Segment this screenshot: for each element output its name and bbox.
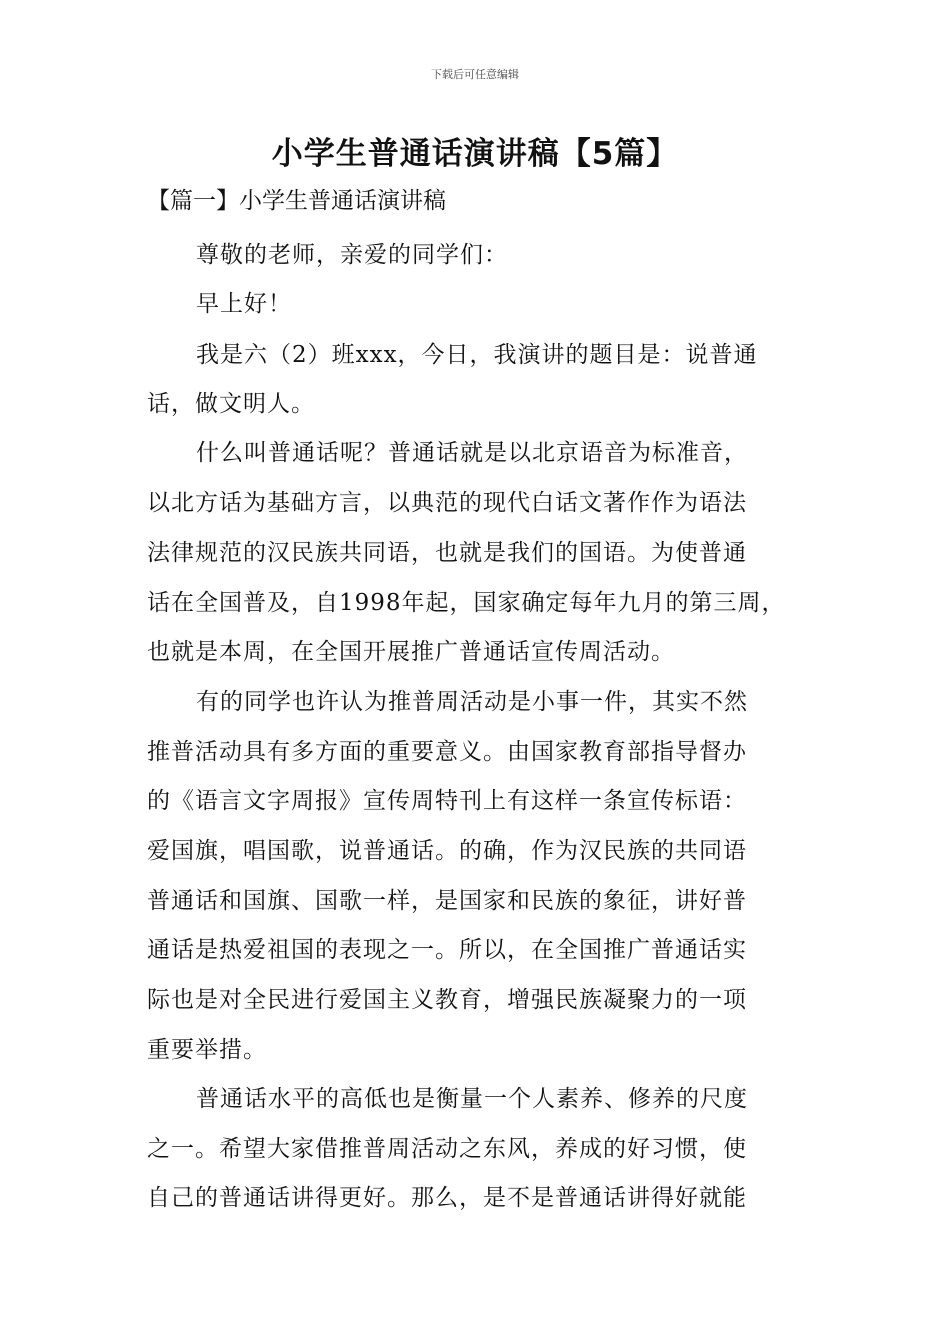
body-line: 以北方话为基础方言，以典范的现代白话文著作作为语法 (147, 490, 747, 516)
body-line: 爱国旗，唱国歌，说普通话。的确，作为汉民族的共同语 (147, 838, 747, 864)
body-line: 推普活动具有多方面的重要意义。由国家教育部指导督办 (147, 739, 747, 765)
body-line: 重要举措。 (147, 1037, 267, 1063)
body-line: 话在全国普及，自1998年起，国家确定每年九月的第三周， (147, 590, 786, 616)
body-line: 普通话水平的高低也是衡量一个人素养、修养的尺度 (196, 1086, 748, 1112)
body-line: 话，做文明人。 (147, 391, 315, 417)
body-line: 什么叫普通话呢？普通话就是以北京语音为标准音， (196, 440, 748, 466)
header-note: 下载后可任意编辑 (431, 68, 519, 81)
body-line: 自己的普通话讲得更好。那么，是不是普通话讲得好就能 (147, 1185, 747, 1211)
body-line: 通话是热爱祖国的表现之一。所以，在全国推广普通话实 (147, 937, 747, 963)
body-line: 尊敬的老师，亲爱的同学们： (196, 242, 508, 268)
body-line: 之一。希望大家借推普周活动之东风，养成的好习惯，使 (147, 1136, 747, 1162)
body-line: 际也是对全民进行爱国主义教育，增强民族凝聚力的一项 (147, 987, 747, 1013)
document-title: 小学生普通话演讲稿【5篇】 (271, 136, 679, 172)
body-line: 的《语言文字周报》宣传周特刊上有这样一条宣传标语： (147, 788, 747, 814)
body-line: 有的同学也许认为推普周活动是小事一件，其实不然 (196, 689, 748, 715)
section-heading: 【篇一】小学生普通话演讲稿 (147, 188, 446, 214)
body-line: 也就是本周，在全国开展推广普通话宣传周活动。 (147, 639, 675, 665)
body-line: 早上好！ (196, 291, 292, 317)
body-line: 普通话和国旗、国歌一样，是国家和民族的象征，讲好普 (147, 888, 747, 914)
body-line: 法律规范的汉民族共同语，也就是我们的国语。为使普通 (147, 540, 747, 566)
body-line: 我是六（2）班xxx，今日，我演讲的题目是：说普通 (196, 342, 758, 368)
